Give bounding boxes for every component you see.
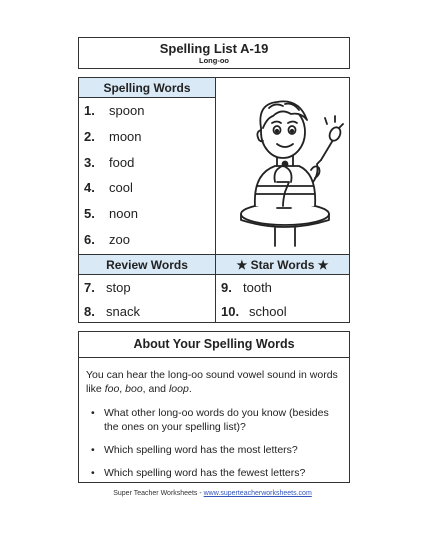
footer-text: Super Teacher Worksheets - bbox=[113, 490, 204, 497]
bullet-icon: • bbox=[91, 444, 95, 456]
list-item bbox=[79, 226, 215, 252]
item-word: food bbox=[109, 154, 135, 170]
item-number: 2. bbox=[84, 129, 95, 145]
list-item bbox=[79, 98, 215, 124]
star-words-panel bbox=[216, 255, 349, 323]
worksheet-title: Spelling List A-19 bbox=[159, 41, 269, 56]
review-words-heading: Review Words bbox=[79, 255, 215, 275]
item-number: 8. bbox=[84, 303, 95, 319]
title-box bbox=[78, 37, 350, 69]
item-number: 4. bbox=[84, 180, 95, 196]
item-word: cool bbox=[109, 180, 133, 196]
item-word: snack bbox=[106, 303, 140, 319]
item-word: noon bbox=[109, 206, 138, 222]
list-item bbox=[79, 299, 215, 323]
review-words-panel bbox=[79, 255, 216, 323]
item-number: 7. bbox=[84, 279, 95, 295]
item-word: school bbox=[249, 303, 287, 319]
spelling-words-heading: Spelling Words bbox=[79, 78, 215, 98]
item-word: moon bbox=[109, 129, 142, 145]
about-heading: About Your Spelling Words bbox=[133, 337, 295, 351]
list-item bbox=[91, 443, 341, 457]
spelling-words-panel bbox=[79, 78, 216, 254]
list-item bbox=[79, 201, 215, 227]
list-item bbox=[91, 406, 341, 434]
item-number: 1. bbox=[84, 103, 95, 119]
star-words-heading: ★ Star Words ★ bbox=[216, 255, 349, 275]
example-word: loop bbox=[168, 383, 189, 395]
item-number: 3. bbox=[84, 154, 95, 170]
separator: , and bbox=[142, 383, 169, 395]
worksheet-subtitle: Long-oo bbox=[199, 56, 229, 65]
boy-eating-sundae-illustration bbox=[217, 78, 350, 254]
review-star-row bbox=[79, 254, 349, 322]
item-word: tooth bbox=[243, 279, 272, 295]
illustration-panel bbox=[217, 78, 350, 254]
item-number: 9. bbox=[221, 279, 232, 295]
item-number: 10. bbox=[221, 303, 240, 319]
item-number: 5. bbox=[84, 206, 95, 222]
about-intro bbox=[79, 358, 349, 396]
footer bbox=[0, 490, 425, 497]
example-word: boo bbox=[125, 383, 143, 395]
question-list bbox=[79, 396, 349, 480]
list-item bbox=[79, 149, 215, 175]
about-section bbox=[78, 331, 350, 483]
period: . bbox=[188, 383, 192, 395]
item-word: stop bbox=[106, 279, 131, 295]
intro-text: You can hear the long-oo sound vowel sound in words like bbox=[86, 369, 338, 395]
item-word: spoon bbox=[109, 103, 145, 119]
spelling-word-list bbox=[79, 98, 215, 252]
footer-link[interactable]: www.superteacherworksheets.com bbox=[203, 490, 312, 497]
item-number: 6. bbox=[84, 231, 95, 247]
question-text: Which spelling word has the fewest letters? bbox=[104, 467, 306, 479]
word-grid bbox=[78, 77, 350, 323]
question-text: What other long-oo words do you know (besides the ones on your spelling list)? bbox=[104, 407, 329, 433]
bullet-icon: • bbox=[91, 467, 95, 479]
list-item bbox=[79, 124, 215, 150]
separator: , bbox=[119, 383, 126, 395]
item-word: zoo bbox=[109, 231, 130, 247]
list-item bbox=[79, 275, 215, 299]
list-item bbox=[79, 175, 215, 201]
example-word: foo bbox=[104, 383, 120, 395]
bullet-icon: • bbox=[91, 407, 95, 419]
list-item bbox=[216, 299, 349, 323]
question-text: Which spelling word has the most letters? bbox=[104, 444, 298, 456]
list-item bbox=[216, 275, 349, 299]
list-item bbox=[91, 466, 341, 480]
